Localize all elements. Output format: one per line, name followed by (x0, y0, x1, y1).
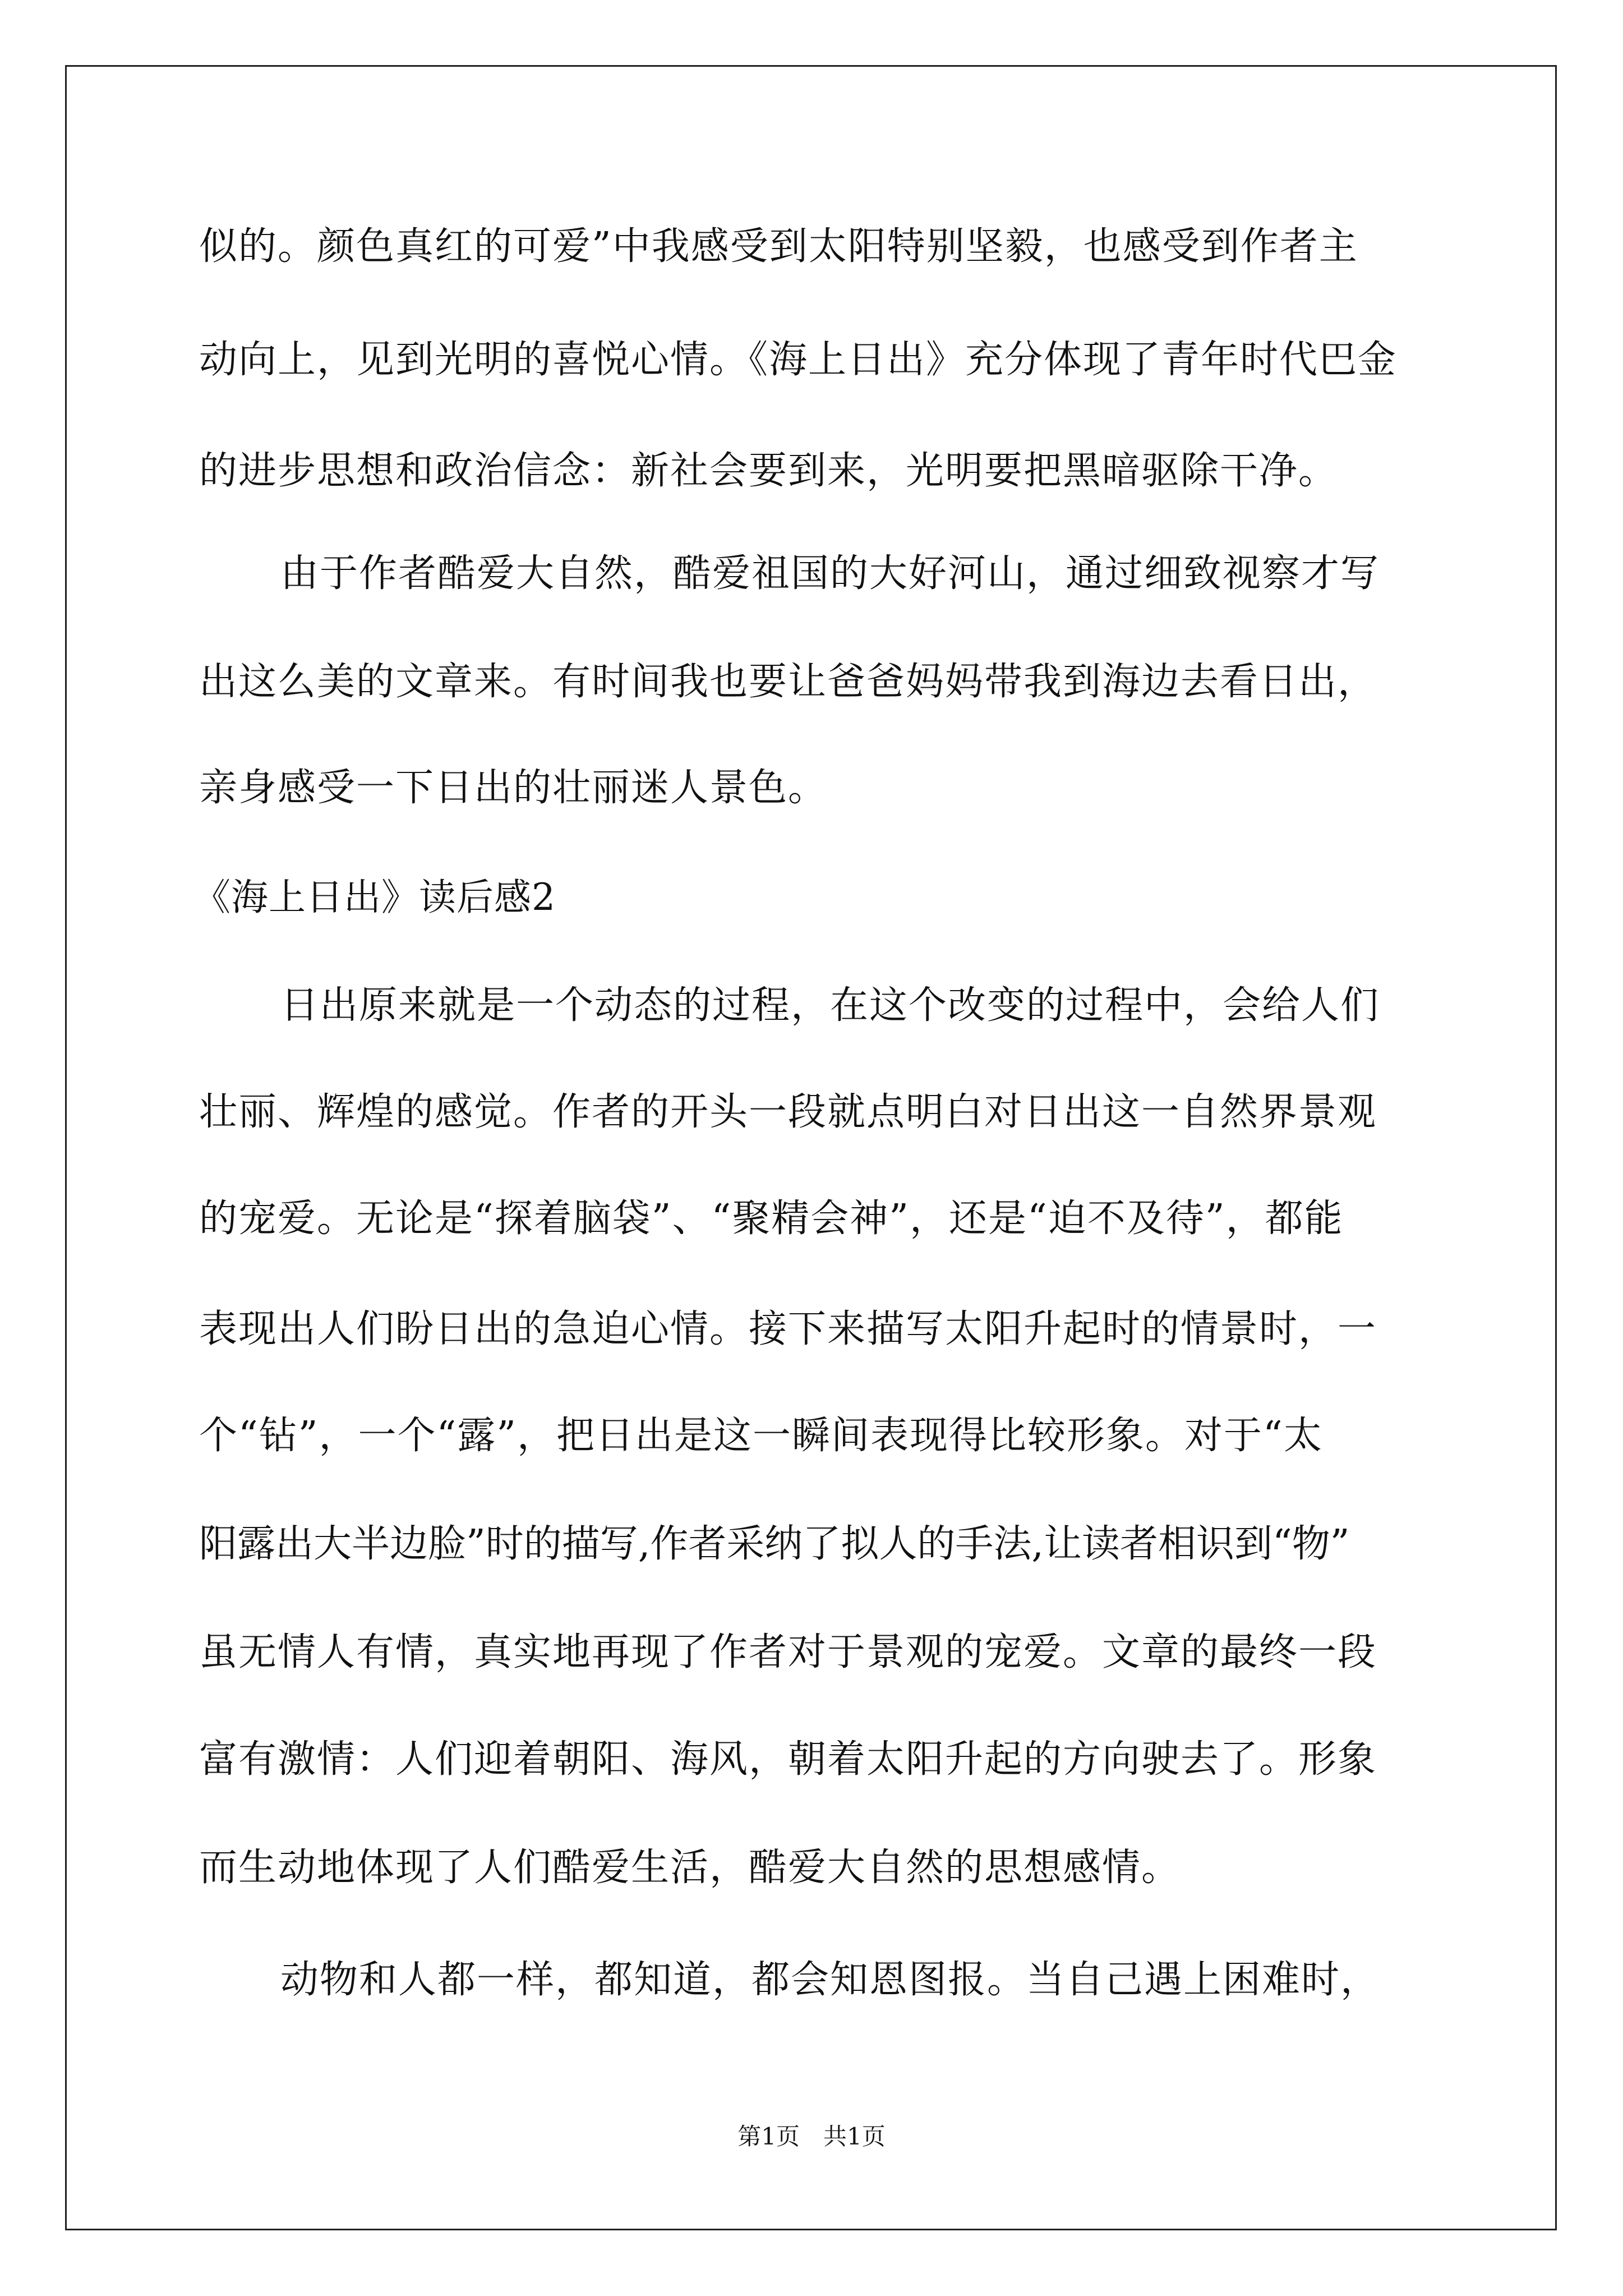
paragraph-line: 表现出人们盼日出的急迫心情。接下来描写太阳升起时的情景时，一 (199, 1307, 1377, 1351)
paragraph-line: 而生动地体现了人们酷爱生活，酷爱大自然的思想感情。 (199, 1846, 1181, 1890)
page-footer: 第1页 共1页 (737, 2123, 886, 2150)
section-title: 《海上日出》读后感2 (193, 876, 556, 919)
paragraph-line: 壮丽、辉煌的感觉。作者的开头一段就点明白对日出这一自然界景观 (199, 1090, 1377, 1134)
paragraph-line: 阳露出大半边脸”时的描写,作者采纳了拟人的手法,让读者相识到“物” (199, 1522, 1350, 1566)
paragraph-line: 的进步思想和政治信念：新社会要到来，光明要把黑暗驱除干净。 (199, 449, 1338, 493)
paragraph-line: 虽无情人有情，真实地再现了作者对于景观的宠爱。文章的最终一段 (199, 1630, 1377, 1674)
paragraph-line: 出这么美的文章来。有时间我也要让爸爸妈妈带我到海边去看日出， (199, 660, 1377, 704)
paragraph-line: 亲身感受一下日出的壮丽迷人景色。 (199, 766, 828, 810)
paragraph-line: 似的。颜色真红的可爱”中我感受到太阳特别坚毅，也感受到作者主 (199, 224, 1358, 269)
paragraph-line: 的宠爱。无论是“探着脑袋”、“聚精会神”，还是“迫不及待”，都能 (199, 1197, 1344, 1241)
paragraph-line: 个“钻”，一个“露”，把日出是这一瞬间表现得比较形象。对于“太 (199, 1414, 1323, 1458)
paragraph-line: 富有激情：人们迎着朝阳、海风，朝着太阳升起的方向驶去了。形象 (199, 1737, 1377, 1782)
paragraph-line: 日出原来就是一个动态的过程，在这个改变的过程中，会给人们 (280, 983, 1380, 1028)
paragraph-line: 动向上，见到光明的喜悦心情。《海上日出》充分体现了青年时代巴金 (199, 338, 1398, 382)
page-border (65, 65, 1557, 2230)
paragraph-line: 由于作者酷爱大自然，酷爱祖国的大好河山，通过细致视察才写 (280, 551, 1380, 596)
paragraph-line: 动物和人都一样，都知道，都会知恩图报。当自己遇上困难时， (280, 1958, 1380, 2002)
